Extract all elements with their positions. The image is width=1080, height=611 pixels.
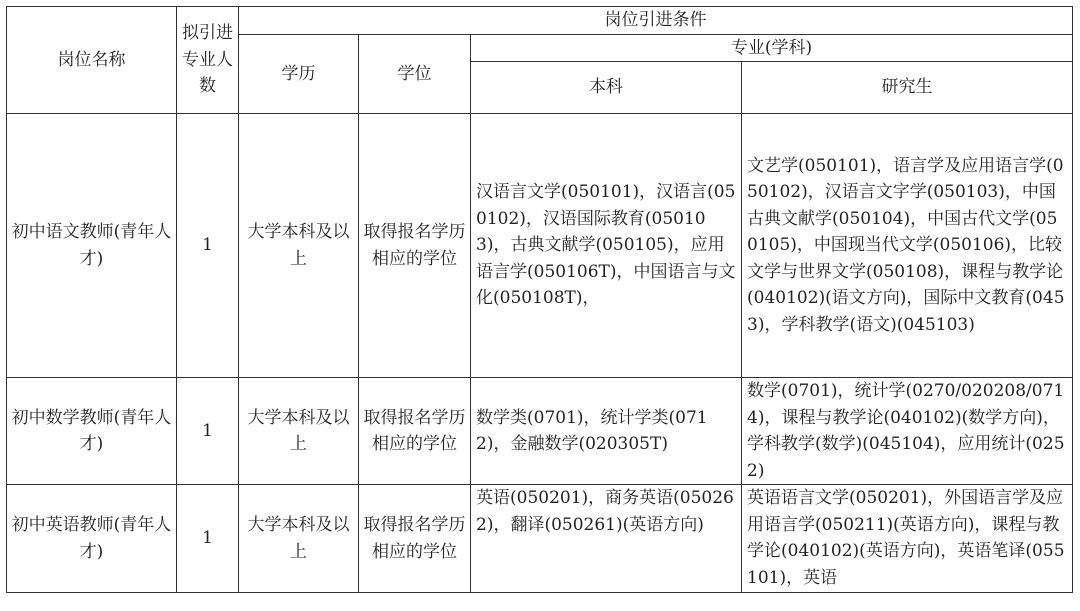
cell-undergrad: 数学类(0701)，统计学类(0712)，金融数学(020305T) xyxy=(471,378,742,485)
cell-degree: 取得报名学历相应的学位 xyxy=(359,114,471,378)
table-row xyxy=(7,114,1073,378)
cell-degree: 取得报名学历相应的学位 xyxy=(359,378,471,485)
cell-education: 大学本科及以上 xyxy=(239,114,359,378)
cell-postgrad: 数学(0701)，统计学(0270/020208/0714)，课程与教学论(040102)(数学方向)，学科教学(数学)(045104)，应用统计(0252) xyxy=(742,378,1073,485)
header-undergrad: 本科 xyxy=(471,62,742,114)
cell-postgrad: 文艺学(050101)，语言学及应用语言学(050102)，汉语言文字学(050103)，中国古典文献学(050104)，中国古代文学(050105)，中国现当代文学(050106)，比较文学与世界文学(050108)，课程与教学论(040102)(语文方向)，国际中文教育(0453)，学科教学(语文)(045103) xyxy=(742,114,1073,378)
header-degree: 学位 xyxy=(359,34,471,114)
cell-post: 初中数学教师(青年人才) xyxy=(7,378,177,485)
cell-education: 大学本科及以上 xyxy=(239,378,359,485)
cell-quota: 1 xyxy=(177,485,239,593)
header-post-name: 岗位名称 xyxy=(7,7,177,114)
header-education: 学历 xyxy=(239,34,359,114)
table-row xyxy=(7,378,1073,485)
cell-post: 初中英语教师(青年人才) xyxy=(7,485,177,593)
cell-postgrad: 英语语言文学(050201)，外国语言学及应用语言学(050211)(英语方向)，课程与教学论(040102)(英语方向)，英语笔译(055101)，英语 xyxy=(742,485,1073,593)
cell-education: 大学本科及以上 xyxy=(239,485,359,593)
header-conditions: 岗位引进条件 xyxy=(239,7,1073,35)
cell-post: 初中语文教师(青年人才) xyxy=(7,114,177,378)
cell-undergrad: 英语(050201)，商务英语(050262)，翻译(050261)(英语方向) xyxy=(471,485,742,593)
cell-quota: 1 xyxy=(177,114,239,378)
recruitment-table xyxy=(6,6,1073,593)
cell-quota: 1 xyxy=(177,378,239,485)
table-row xyxy=(7,485,1073,593)
header-postgrad: 研究生 xyxy=(742,62,1073,114)
header-major: 专业(学科) xyxy=(471,34,1073,62)
cell-undergrad: 汉语言文学(050101)，汉语言(050102)，汉语国际教育(050103)，古典文献学(050105)，应用语言学(050106T)，中国语言与文化(050108T)， xyxy=(471,114,742,378)
cell-degree: 取得报名学历相应的学位 xyxy=(359,485,471,593)
header-quota: 拟引进专业人数 xyxy=(177,7,239,114)
